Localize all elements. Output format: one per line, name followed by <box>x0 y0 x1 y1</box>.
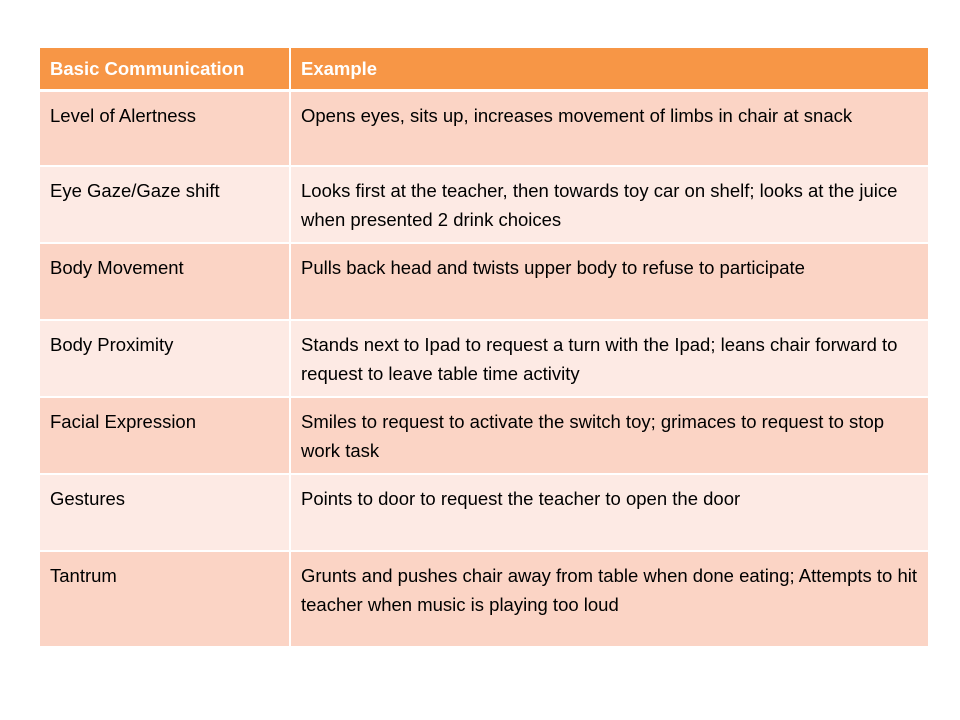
table-row <box>40 166 928 243</box>
table-row <box>40 474 928 551</box>
example-cell: Pulls back head and twists upper body to refuse to participate <box>290 243 928 320</box>
table-row <box>40 320 928 397</box>
example-cell: Opens eyes, sits up, increases movement of limbs in chair at snack <box>290 90 928 166</box>
example-cell: Smiles to request to activate the switch toy; grimaces to request to stop work task <box>290 397 928 474</box>
example-cell: Points to door to request the teacher to open the door <box>290 474 928 551</box>
header-basic-communication: Basic Communication <box>40 48 290 90</box>
table-row <box>40 243 928 320</box>
header-example: Example <box>290 48 928 90</box>
communication-cell: Tantrum <box>40 551 290 646</box>
communication-cell: Eye Gaze/Gaze shift <box>40 166 290 243</box>
table-body <box>40 90 928 646</box>
communication-cell: Body Movement <box>40 243 290 320</box>
table-row <box>40 90 928 166</box>
example-cell: Looks first at the teacher, then towards toy car on shelf; looks at the juice when presented 2 drink choices <box>290 166 928 243</box>
example-cell: Grunts and pushes chair away from table when done eating; Attempts to hit teacher when music is playing too loud <box>290 551 928 646</box>
header-row <box>40 48 928 90</box>
table-header <box>40 48 928 90</box>
table-row <box>40 551 928 646</box>
example-cell: Stands next to Ipad to request a turn with the Ipad; leans chair forward to request to leave table time activity <box>290 320 928 397</box>
table-row <box>40 397 928 474</box>
communication-cell: Level of Alertness <box>40 90 290 166</box>
communication-cell: Gestures <box>40 474 290 551</box>
communication-cell: Body Proximity <box>40 320 290 397</box>
communication-table <box>40 48 928 646</box>
communication-cell: Facial Expression <box>40 397 290 474</box>
